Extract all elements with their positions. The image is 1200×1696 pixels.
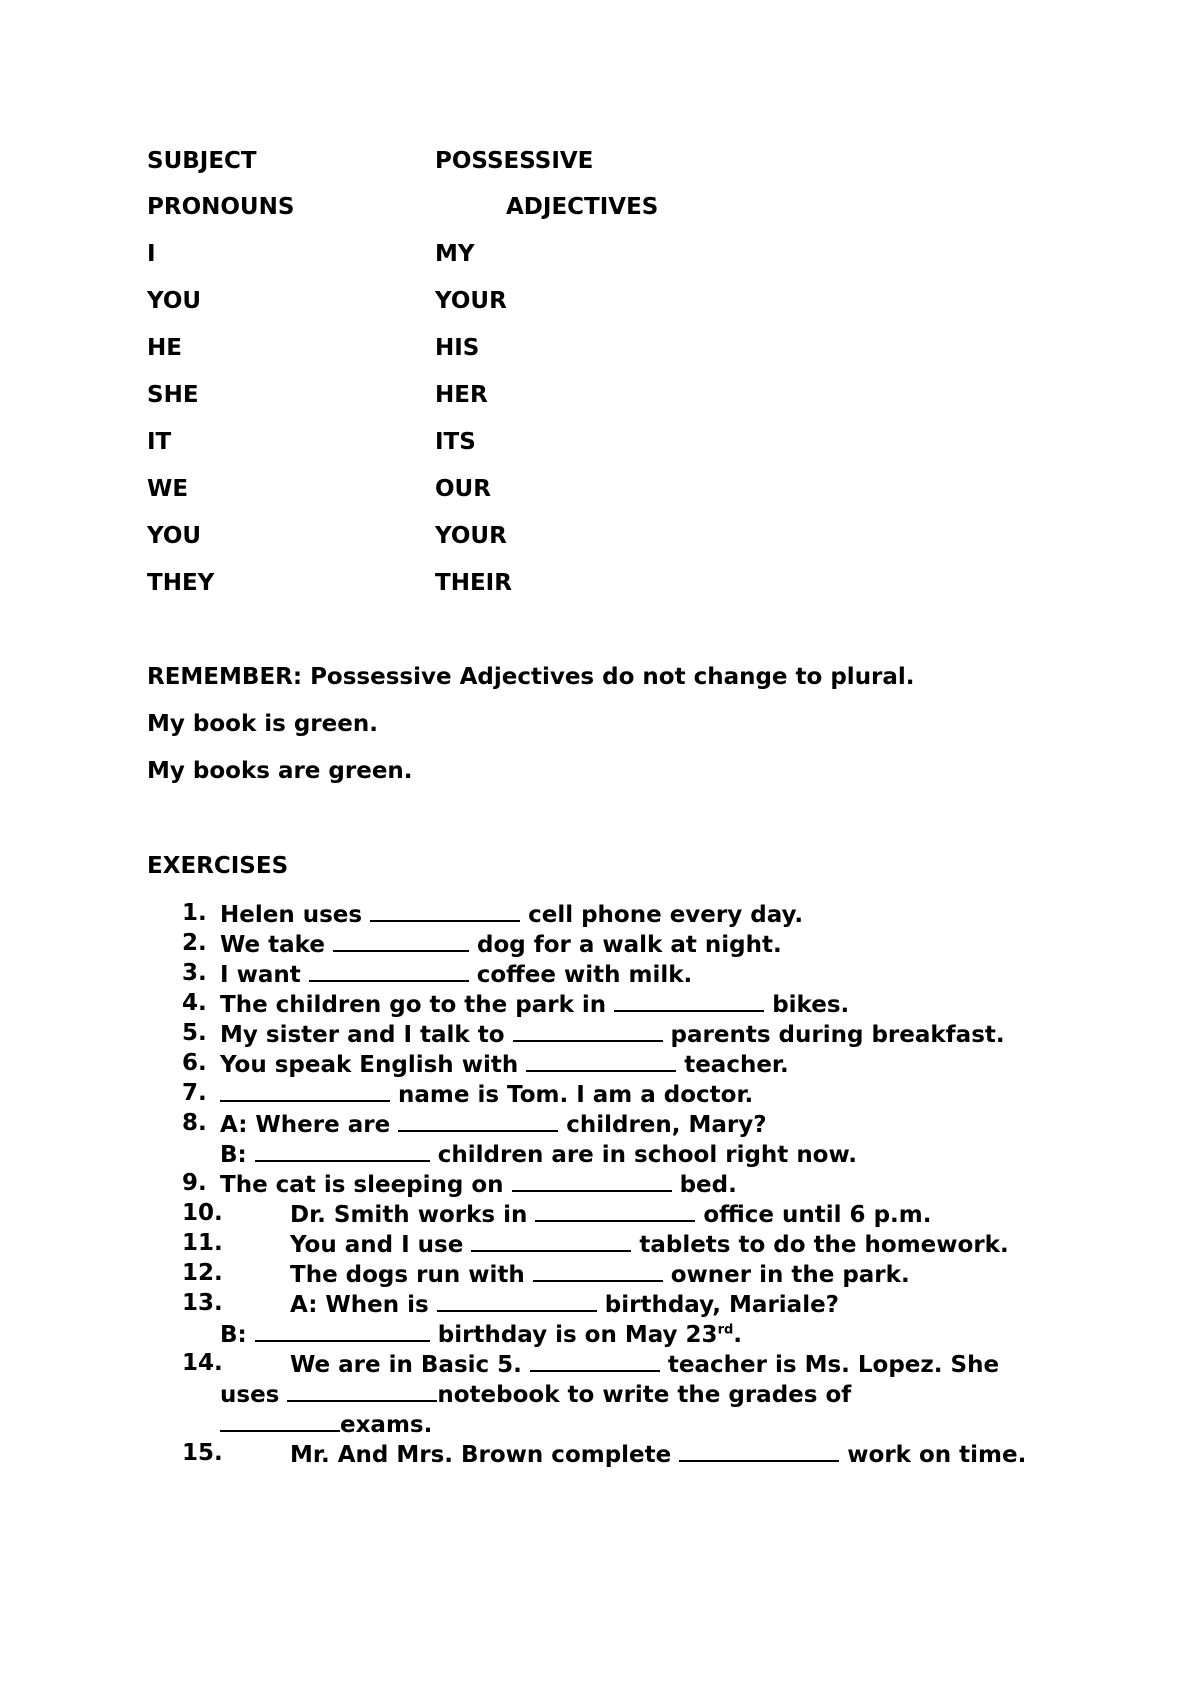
exercise-text: . bbox=[733, 1322, 743, 1348]
answer-blank[interactable] bbox=[679, 1442, 839, 1462]
pronoun-cell: WE bbox=[147, 476, 189, 502]
exercise-text: B: bbox=[220, 1322, 255, 1348]
exercise-number: 3. bbox=[182, 960, 207, 986]
exercise-item bbox=[220, 1172, 737, 1197]
exercise-text: name is Tom. I am a doctor. bbox=[390, 1082, 754, 1108]
exercise-number: 1. bbox=[182, 900, 207, 926]
exercise-number: 15. bbox=[182, 1440, 223, 1466]
answer-blank[interactable] bbox=[535, 1202, 695, 1222]
remember-rule: REMEMBER: Possessive Adjectives do not change to plural. bbox=[147, 664, 915, 690]
header-possessive: POSSESSIVE bbox=[435, 148, 594, 174]
exercise-item bbox=[220, 1022, 1005, 1047]
header-adjectives: ADJECTIVES bbox=[506, 194, 659, 220]
exercise-item bbox=[290, 1292, 839, 1317]
pronoun-cell: IT bbox=[147, 429, 172, 455]
answer-blank[interactable] bbox=[530, 1352, 660, 1372]
ordinal-suffix: rd bbox=[717, 1322, 734, 1338]
exercise-number: 9. bbox=[182, 1170, 207, 1196]
answer-blank[interactable] bbox=[398, 1112, 558, 1132]
exercise-text: I want bbox=[220, 962, 309, 988]
exercise-text: B: bbox=[220, 1142, 255, 1168]
exercise-number: 7. bbox=[182, 1080, 207, 1106]
exercise-text: tablets to do the homework. bbox=[631, 1232, 1009, 1258]
answer-blank[interactable] bbox=[255, 1322, 430, 1342]
exercise-text: The dogs run with bbox=[290, 1262, 533, 1288]
adjective-cell: YOUR bbox=[435, 288, 507, 314]
exercise-item bbox=[290, 1262, 910, 1287]
pronoun-cell: I bbox=[147, 241, 156, 267]
answer-blank[interactable] bbox=[309, 962, 469, 982]
exercise-number: 2. bbox=[182, 930, 207, 956]
answer-blank[interactable] bbox=[220, 1082, 390, 1102]
exercise-text: parents during breakfast. bbox=[662, 1022, 1005, 1048]
exercise-text: The cat is sleeping on bbox=[220, 1172, 512, 1198]
adjective-cell: ITS bbox=[435, 429, 476, 455]
exercise-item bbox=[290, 1352, 999, 1377]
exercise-text: dog for a walk at night. bbox=[468, 932, 782, 958]
exercise-text: office until 6 p.m. bbox=[695, 1202, 932, 1228]
exercise-text: notebook to write the grades of bbox=[437, 1382, 852, 1408]
exercise-item bbox=[290, 1202, 931, 1227]
exercise-text: owner in the park. bbox=[662, 1262, 910, 1288]
answer-blank[interactable] bbox=[333, 932, 469, 952]
adjective-cell: HIS bbox=[435, 335, 480, 361]
answer-blank[interactable] bbox=[255, 1142, 430, 1162]
answer-blank[interactable] bbox=[287, 1382, 437, 1402]
exercise-text: We take bbox=[220, 932, 333, 958]
exercise-text: teacher is Ms. Lopez. She bbox=[659, 1352, 1000, 1378]
exercise-text: My sister and I talk to bbox=[220, 1022, 513, 1048]
exercises-title: EXERCISES bbox=[147, 853, 289, 879]
exercise-text: birthday is on May 23 bbox=[429, 1322, 718, 1348]
exercise-item bbox=[220, 1142, 857, 1167]
answer-blank[interactable] bbox=[437, 1292, 597, 1312]
exercise-text: We are in Basic 5. bbox=[290, 1352, 530, 1378]
pronoun-cell: HE bbox=[147, 335, 182, 361]
adjective-cell: THEIR bbox=[435, 570, 512, 596]
exercise-text: A: Where are bbox=[220, 1112, 399, 1138]
pronoun-cell: YOU bbox=[147, 288, 202, 314]
remember-example-1: My book is green. bbox=[147, 711, 378, 737]
answer-blank[interactable] bbox=[471, 1232, 631, 1252]
exercise-text: bikes. bbox=[764, 992, 850, 1018]
exercise-text: children are in school right now. bbox=[429, 1142, 858, 1168]
exercise-text: coffee with milk. bbox=[468, 962, 693, 988]
exercise-text: The children go to the park in bbox=[220, 992, 615, 1018]
answer-blank[interactable] bbox=[370, 902, 520, 922]
exercise-text: birthday, Mariale? bbox=[596, 1292, 840, 1318]
exercise-number: 14. bbox=[182, 1350, 223, 1376]
adjective-cell: MY bbox=[435, 241, 475, 267]
exercise-item bbox=[220, 1112, 767, 1137]
answer-blank[interactable] bbox=[220, 1412, 340, 1432]
exercise-item bbox=[290, 1442, 1026, 1467]
exercise-number: 12. bbox=[182, 1260, 223, 1286]
exercise-text: Helen uses bbox=[220, 902, 371, 928]
exercise-text: children, Mary? bbox=[558, 1112, 767, 1138]
header-subject: SUBJECT bbox=[147, 148, 257, 174]
answer-blank[interactable] bbox=[526, 1052, 676, 1072]
exercise-text: bed. bbox=[671, 1172, 737, 1198]
header-pronouns: PRONOUNS bbox=[147, 194, 295, 220]
exercise-text: uses bbox=[220, 1382, 288, 1408]
remember-example-2: My books are green. bbox=[147, 758, 413, 784]
exercise-text: Dr. Smith works in bbox=[290, 1202, 536, 1228]
exercise-number: 13. bbox=[182, 1290, 223, 1316]
pronoun-cell: YOU bbox=[147, 523, 202, 549]
exercise-item bbox=[220, 932, 782, 957]
answer-blank[interactable] bbox=[512, 1172, 672, 1192]
exercise-item bbox=[220, 962, 692, 987]
adjective-cell: YOUR bbox=[435, 523, 507, 549]
exercise-item bbox=[220, 902, 803, 927]
exercise-item bbox=[220, 1052, 789, 1077]
adjective-cell: HER bbox=[435, 382, 488, 408]
exercise-item bbox=[220, 1382, 851, 1407]
exercise-number: 4. bbox=[182, 990, 207, 1016]
exercise-text: You speak English with bbox=[220, 1052, 527, 1078]
exercise-text: You and I use bbox=[290, 1232, 472, 1258]
exercise-text: A: When is bbox=[290, 1292, 437, 1318]
exercise-text: Mr. And Mrs. Brown complete bbox=[290, 1442, 680, 1468]
exercise-item bbox=[220, 1412, 432, 1437]
exercise-number: 10. bbox=[182, 1200, 223, 1226]
answer-blank[interactable] bbox=[513, 1022, 663, 1042]
exercise-text: teacher. bbox=[676, 1052, 789, 1078]
adjective-cell: OUR bbox=[435, 476, 491, 502]
exercise-item bbox=[220, 1082, 753, 1107]
exercise-number: 5. bbox=[182, 1020, 207, 1046]
exercise-number: 8. bbox=[182, 1110, 207, 1136]
exercise-number: 11. bbox=[182, 1230, 223, 1256]
answer-blank[interactable] bbox=[614, 992, 764, 1012]
answer-blank[interactable] bbox=[533, 1262, 663, 1282]
exercise-text: cell phone every day. bbox=[520, 902, 804, 928]
exercise-text: exams. bbox=[340, 1412, 433, 1438]
exercise-item bbox=[220, 992, 849, 1017]
pronoun-cell: SHE bbox=[147, 382, 199, 408]
exercise-number: 6. bbox=[182, 1050, 207, 1076]
exercise-item bbox=[220, 1322, 742, 1347]
exercise-text: work on time. bbox=[839, 1442, 1027, 1468]
exercise-item bbox=[290, 1232, 1009, 1257]
pronoun-cell: THEY bbox=[147, 570, 215, 596]
